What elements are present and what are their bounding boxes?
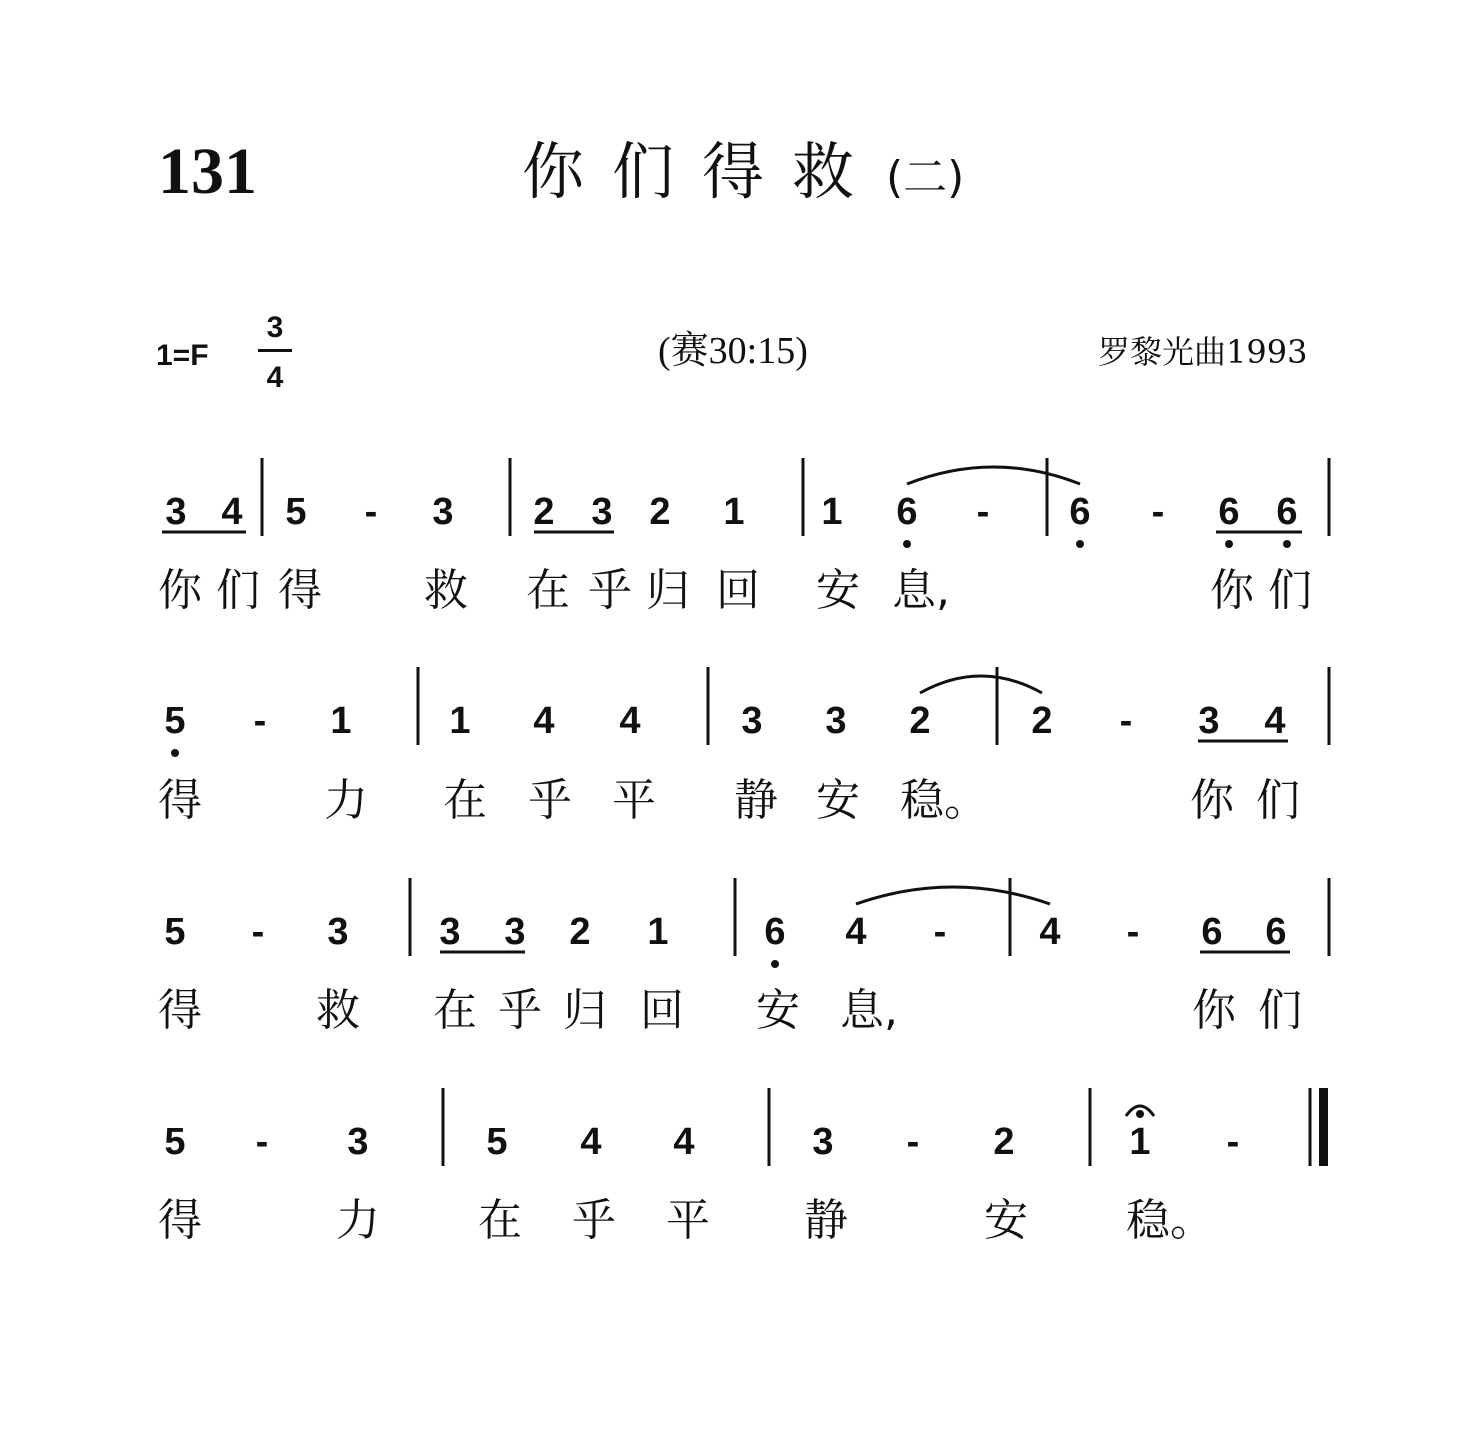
note: 1: [647, 911, 669, 953]
lyric: 在: [443, 775, 487, 826]
lyric: 救: [316, 985, 360, 1036]
note: 3: [327, 911, 349, 953]
note: 3: [812, 1121, 834, 1163]
note: 3: [1198, 700, 1220, 742]
hymn-subtitle: (二): [886, 152, 965, 203]
note: 5: [486, 1121, 508, 1163]
note: 2: [993, 1121, 1015, 1163]
lyric: 们: [1258, 985, 1302, 1036]
lyric: 稳。: [1126, 1195, 1214, 1246]
lyric: 平: [612, 775, 656, 826]
note: 6: [1218, 491, 1240, 533]
note: 4: [1039, 911, 1061, 953]
lyric: 回: [640, 985, 684, 1036]
lyric: 得: [158, 775, 202, 826]
note: 2: [649, 491, 671, 533]
lyric: 稳。: [900, 775, 988, 826]
octave-dot: [171, 749, 179, 757]
note: 6: [1276, 491, 1298, 533]
note: -: [253, 700, 267, 742]
lyric: 你: [1210, 565, 1254, 616]
lyric: 在: [526, 565, 570, 616]
note: -: [1119, 700, 1133, 742]
note: -: [1151, 491, 1165, 533]
note: 1: [821, 491, 843, 533]
octave-dot: [903, 540, 911, 548]
note: -: [251, 911, 265, 953]
lyric: 归: [646, 565, 690, 616]
key-signature: 1=F: [156, 339, 209, 372]
lyric: 归: [563, 985, 607, 1036]
note: -: [255, 1121, 269, 1163]
octave-dot: [1076, 540, 1084, 548]
lyric: 安: [816, 565, 860, 616]
note: 3: [432, 491, 454, 533]
lyric: 回: [716, 565, 760, 616]
lyric: 乎: [588, 565, 632, 616]
octave-dot: [1225, 540, 1233, 548]
note: 3: [825, 700, 847, 742]
scripture-reference: (赛30:15): [658, 330, 808, 372]
lyric: 们: [216, 565, 260, 616]
note: -: [1226, 1121, 1240, 1163]
hymn-title: 你们得救: [522, 135, 883, 208]
note: 3: [439, 911, 461, 953]
lyric: 你: [1192, 985, 1236, 1036]
tie-arc: [920, 676, 1042, 693]
note: 5: [285, 491, 307, 533]
note: 1: [449, 700, 471, 742]
lyric: 得: [158, 985, 202, 1036]
note: 4: [1264, 700, 1286, 742]
lyric: 平: [666, 1195, 710, 1246]
lyric: 救: [424, 565, 468, 616]
lyric: 乎: [528, 775, 572, 826]
note: 4: [845, 911, 867, 953]
lyric: 息,: [892, 565, 950, 616]
note: 6: [1265, 911, 1287, 953]
tie-arc: [856, 887, 1050, 904]
note: 3: [165, 491, 187, 533]
note: 3: [504, 911, 526, 953]
tie-arc: [907, 467, 1080, 484]
note: -: [1126, 911, 1140, 953]
note: 6: [1201, 911, 1223, 953]
lyric: 在: [478, 1195, 522, 1246]
lyric: 力: [324, 775, 368, 826]
composer-credit: 罗黎光曲1993: [1098, 333, 1308, 371]
time-signature-bottom: 4: [266, 361, 284, 394]
lyric: 静: [804, 1195, 848, 1246]
note: 6: [1069, 491, 1091, 533]
lyric: 乎: [572, 1195, 616, 1246]
note: 1: [1129, 1121, 1151, 1163]
note: 2: [569, 911, 591, 953]
note: 5: [164, 700, 186, 742]
octave-dot: [771, 960, 779, 968]
lyric: 安: [816, 775, 860, 826]
lyric: 得: [278, 565, 322, 616]
note: -: [976, 491, 990, 533]
note: 3: [347, 1121, 369, 1163]
lyric: 你: [1190, 775, 1234, 826]
note: 3: [741, 700, 763, 742]
lyric: 乎: [498, 985, 542, 1036]
lyric: 安: [984, 1195, 1028, 1246]
lyric: 在: [433, 985, 477, 1036]
lyric: 你: [158, 565, 202, 616]
note: 6: [896, 491, 918, 533]
lyric: 们: [1256, 775, 1300, 826]
note: -: [906, 1121, 920, 1163]
note: 4: [221, 491, 243, 533]
octave-dot: [1283, 540, 1291, 548]
note: -: [364, 491, 378, 533]
lyric: 力: [336, 1195, 380, 1246]
lyric: 静: [734, 775, 778, 826]
time-signature-top: 3: [266, 311, 284, 344]
lyric: 安: [756, 985, 800, 1036]
fermata-dot: [1136, 1110, 1144, 1118]
note: -: [933, 911, 947, 953]
lyric: 息,: [840, 985, 898, 1036]
note: 5: [164, 911, 186, 953]
note: 1: [330, 700, 352, 742]
final-bar-thick: [1319, 1088, 1328, 1166]
note: 3: [591, 491, 613, 533]
note: 4: [533, 700, 555, 742]
note: 1: [723, 491, 745, 533]
note: 6: [764, 911, 786, 953]
note: 4: [580, 1121, 602, 1163]
note: 2: [533, 491, 555, 533]
note: 2: [1031, 700, 1053, 742]
lyric: 们: [1268, 565, 1312, 616]
note: 5: [164, 1121, 186, 1163]
lyric: 得: [158, 1195, 202, 1246]
note: 4: [673, 1121, 695, 1163]
note: 2: [909, 700, 931, 742]
hymn-number: 131: [158, 135, 257, 208]
note: 4: [619, 700, 641, 742]
